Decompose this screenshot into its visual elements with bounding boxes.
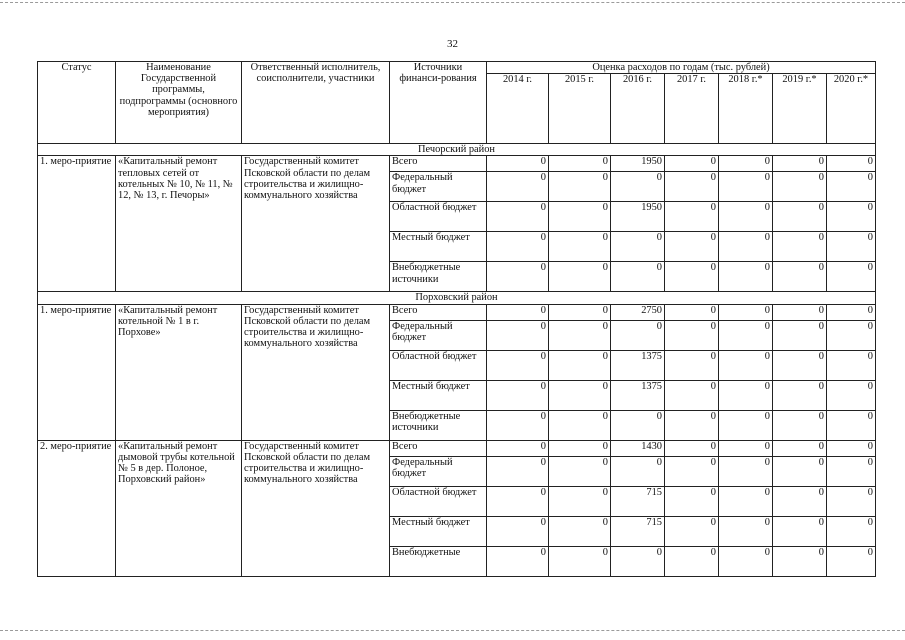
value-cell: 0 <box>719 156 773 172</box>
executor-cell: Государственный комитет Псковской области по делам строительства и жилищно-коммунального хозяйства <box>242 304 390 440</box>
year-header: 2020 г.* <box>827 74 876 144</box>
value-cell: 0 <box>487 546 549 576</box>
program-name-cell: «Капитальный ремонт котельной № 1 в г. Порхове» <box>116 304 242 440</box>
value-cell: 0 <box>719 262 773 292</box>
value-cell: 0 <box>487 262 549 292</box>
value-cell: 0 <box>719 456 773 486</box>
year-header: 2015 г. <box>549 74 611 144</box>
value-cell: 0 <box>665 262 719 292</box>
header-sources: Источники финанси-рования <box>390 62 487 144</box>
value-cell: 0 <box>665 350 719 380</box>
value-cell: 0 <box>487 202 549 232</box>
value-cell: 0 <box>773 486 827 516</box>
program-name-cell: «Капитальный ремонт дымовой трубы котельной № 5 в дер. Полоное, Порховский район» <box>116 440 242 576</box>
value-cell: 0 <box>665 546 719 576</box>
table-row <box>38 440 876 456</box>
value-cell: 0 <box>665 456 719 486</box>
region-name: Порховский район <box>38 292 876 304</box>
executor-cell: Государственный комитет Псковской области по делам строительства и жилищно-коммунального хозяйства <box>242 440 390 576</box>
header-status: Статус <box>38 62 116 144</box>
value-cell: 0 <box>773 320 827 350</box>
value-cell: 0 <box>487 456 549 486</box>
source-cell: Внебюджетные источники <box>390 410 487 440</box>
source-cell: Федеральный бюджет <box>390 172 487 202</box>
year-header: 2018 г.* <box>719 74 773 144</box>
value-cell: 0 <box>773 440 827 456</box>
value-cell: 0 <box>827 156 876 172</box>
source-cell: Местный бюджет <box>390 516 487 546</box>
value-cell: 0 <box>827 350 876 380</box>
value-cell: 0 <box>719 350 773 380</box>
value-cell: 0 <box>773 262 827 292</box>
value-cell: 0 <box>665 380 719 410</box>
region-row <box>38 292 876 304</box>
value-cell: 0 <box>549 320 611 350</box>
value-cell: 1375 <box>611 380 665 410</box>
region-row <box>38 144 876 156</box>
source-cell: Всего <box>390 440 487 456</box>
value-cell: 0 <box>611 546 665 576</box>
source-cell: Всего <box>390 304 487 320</box>
value-cell: 0 <box>827 304 876 320</box>
value-cell: 0 <box>827 440 876 456</box>
value-cell: 0 <box>665 202 719 232</box>
value-cell: 0 <box>611 320 665 350</box>
value-cell: 0 <box>773 410 827 440</box>
value-cell: 0 <box>827 380 876 410</box>
value-cell: 0 <box>665 156 719 172</box>
value-cell: 0 <box>487 516 549 546</box>
value-cell: 0 <box>487 440 549 456</box>
value-cell: 0 <box>665 232 719 262</box>
value-cell: 0 <box>487 320 549 350</box>
value-cell: 0 <box>773 156 827 172</box>
value-cell: 0 <box>549 304 611 320</box>
value-cell: 0 <box>487 486 549 516</box>
value-cell: 0 <box>487 304 549 320</box>
value-cell: 0 <box>719 304 773 320</box>
value-cell: 0 <box>773 304 827 320</box>
source-cell: Всего <box>390 156 487 172</box>
executor-cell: Государственный комитет Псковской области по делам строительства и жилищно-коммунального хозяйства <box>242 156 390 292</box>
value-cell: 0 <box>773 380 827 410</box>
value-cell: 0 <box>549 350 611 380</box>
value-cell: 715 <box>611 516 665 546</box>
source-cell: Местный бюджет <box>390 380 487 410</box>
value-cell: 0 <box>719 232 773 262</box>
scan-edge-bottom <box>0 630 905 632</box>
source-cell: Областной бюджет <box>390 202 487 232</box>
value-cell: 0 <box>719 486 773 516</box>
source-cell: Местный бюджет <box>390 232 487 262</box>
source-cell: Внебюджетные источники <box>390 262 487 292</box>
status-cell: 2. меро-приятие <box>38 440 116 576</box>
value-cell: 0 <box>773 232 827 262</box>
value-cell: 0 <box>827 232 876 262</box>
header-program: Наименование Государственной программы, подпрограммы (основного мероприятия) <box>116 62 242 144</box>
value-cell: 0 <box>665 410 719 440</box>
value-cell: 0 <box>719 440 773 456</box>
source-cell: Областной бюджет <box>390 350 487 380</box>
source-cell: Федеральный бюджет <box>390 320 487 350</box>
value-cell: 2750 <box>611 304 665 320</box>
value-cell: 715 <box>611 486 665 516</box>
value-cell: 0 <box>773 172 827 202</box>
value-cell: 0 <box>827 202 876 232</box>
value-cell: 0 <box>611 456 665 486</box>
value-cell: 0 <box>719 546 773 576</box>
value-cell: 0 <box>719 516 773 546</box>
value-cell: 0 <box>665 440 719 456</box>
value-cell: 0 <box>665 304 719 320</box>
value-cell: 1950 <box>611 202 665 232</box>
value-cell: 0 <box>549 456 611 486</box>
value-cell: 0 <box>827 410 876 440</box>
value-cell: 0 <box>487 232 549 262</box>
value-cell: 0 <box>719 172 773 202</box>
value-cell: 0 <box>719 410 773 440</box>
value-cell: 0 <box>773 546 827 576</box>
value-cell: 0 <box>719 380 773 410</box>
status-cell: 1. меро-приятие <box>38 304 116 440</box>
value-cell: 0 <box>487 156 549 172</box>
value-cell: 0 <box>665 516 719 546</box>
value-cell: 0 <box>611 172 665 202</box>
value-cell: 0 <box>549 440 611 456</box>
value-cell: 0 <box>549 486 611 516</box>
header-row <box>38 62 876 74</box>
year-header: 2014 г. <box>487 74 549 144</box>
value-cell: 0 <box>773 516 827 546</box>
value-cell: 0 <box>611 410 665 440</box>
value-cell: 0 <box>487 172 549 202</box>
year-header: 2019 г.* <box>773 74 827 144</box>
value-cell: 0 <box>773 456 827 486</box>
value-cell: 0 <box>549 156 611 172</box>
value-cell: 0 <box>827 516 876 546</box>
value-cell: 0 <box>827 320 876 350</box>
scan-edge-top <box>0 2 905 4</box>
value-cell: 1950 <box>611 156 665 172</box>
region-name: Печорский район <box>38 144 876 156</box>
value-cell: 0 <box>665 172 719 202</box>
status-cell: 1. меро-приятие <box>38 156 116 292</box>
program-name-cell: «Капитальный ремонт тепловых сетей от котельных № 10, № 11, № 12, № 13, г. Печоры» <box>116 156 242 292</box>
table-row <box>38 304 876 320</box>
value-cell: 0 <box>549 380 611 410</box>
table-row <box>38 156 876 172</box>
value-cell: 0 <box>549 202 611 232</box>
budget-table <box>37 61 876 577</box>
value-cell: 0 <box>487 380 549 410</box>
value-cell: 0 <box>549 232 611 262</box>
year-header: 2017 г. <box>665 74 719 144</box>
value-cell: 0 <box>549 546 611 576</box>
value-cell: 0 <box>827 486 876 516</box>
value-cell: 0 <box>773 350 827 380</box>
year-header: 2016 г. <box>611 74 665 144</box>
value-cell: 0 <box>549 262 611 292</box>
header-costs: Оценка расходов по годам (тыс. рублей) <box>487 62 876 74</box>
value-cell: 0 <box>487 410 549 440</box>
value-cell: 0 <box>549 410 611 440</box>
value-cell: 0 <box>611 262 665 292</box>
value-cell: 0 <box>719 202 773 232</box>
value-cell: 0 <box>719 320 773 350</box>
value-cell: 0 <box>549 516 611 546</box>
value-cell: 0 <box>549 172 611 202</box>
value-cell: 1375 <box>611 350 665 380</box>
value-cell: 0 <box>827 172 876 202</box>
value-cell: 0 <box>773 202 827 232</box>
value-cell: 0 <box>665 320 719 350</box>
value-cell: 0 <box>827 546 876 576</box>
value-cell: 0 <box>487 350 549 380</box>
value-cell: 0 <box>827 456 876 486</box>
source-cell: Федеральный бюджет <box>390 456 487 486</box>
source-cell: Областной бюджет <box>390 486 487 516</box>
value-cell: 0 <box>611 232 665 262</box>
page-number: 32 <box>447 38 458 50</box>
value-cell: 1430 <box>611 440 665 456</box>
source-cell: Внебюджетные <box>390 546 487 576</box>
value-cell: 0 <box>827 262 876 292</box>
header-executor: Ответственный исполнитель, соисполнители, участники <box>242 62 390 144</box>
value-cell: 0 <box>665 486 719 516</box>
